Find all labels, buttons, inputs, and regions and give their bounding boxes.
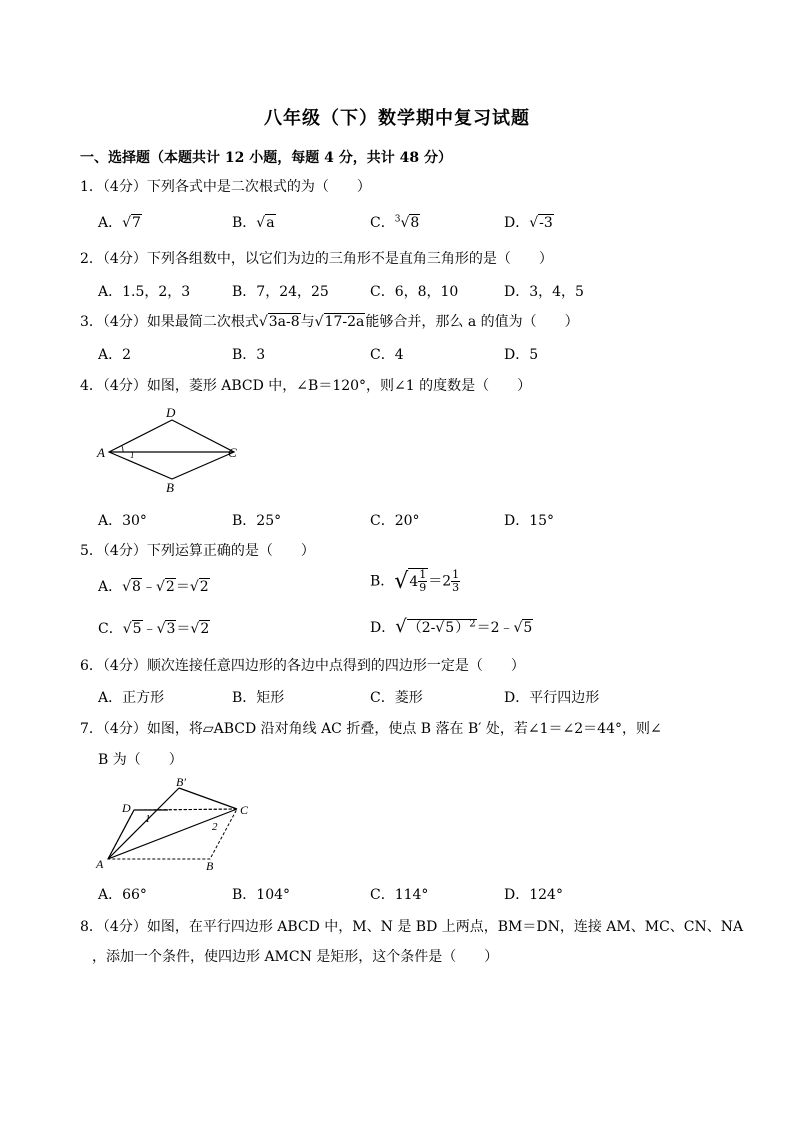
- radical: √8: [400, 215, 420, 231]
- radicand: 3a-8: [268, 314, 300, 330]
- vertex-b-label: B: [166, 480, 174, 494]
- radical: √2: [190, 621, 210, 637]
- angle-1-label: 1: [145, 813, 151, 825]
- option-label: B．: [232, 215, 257, 231]
- vertex-b-prime-label: B′: [176, 775, 186, 789]
- radical: √8: [122, 579, 141, 595]
- question-6-stem: 6．（4分）顺次连接任意四边形的各边中点得到的四边形一定是（ ）: [80, 658, 525, 674]
- stem-text: 能够合并，那么 a 的值为（ ）: [365, 314, 579, 330]
- vertex-b-label: B: [206, 859, 214, 873]
- radicand: 17-2a: [324, 314, 365, 330]
- operator: ＝: [175, 579, 190, 595]
- vertex-a-label: A: [96, 857, 104, 871]
- question-8-stem-line1: 8．（4分）如图，在平行四边形 ABCD 中，M、N 是 BD 上两点，BM＝DN，连接 AM、MC、CN、NA: [80, 919, 744, 935]
- question-3-option-b[interactable]: B．3: [232, 347, 266, 363]
- question-4-option-d[interactable]: D．15°: [504, 513, 555, 529]
- operator: ﹣: [141, 579, 156, 595]
- vertex-d-label: D: [166, 405, 176, 420]
- question-3-option-a[interactable]: A．2: [98, 347, 132, 363]
- radical: √ 4 $\frac{1}{9}$: [394, 568, 427, 594]
- operator: ＝2: [428, 573, 452, 590]
- question-6-option-b[interactable]: B．矩形: [232, 690, 285, 706]
- question-5-stem: 5．（4分）下列运算正确的是（ ）: [80, 543, 315, 559]
- radicand: 7: [132, 215, 141, 231]
- angle-1-arc: [122, 446, 123, 452]
- radical: √-3: [529, 215, 553, 231]
- radical: √a: [256, 215, 275, 231]
- stem-text: 3．（4分）如果最简二次根式: [80, 314, 259, 330]
- exponent: 2: [469, 618, 476, 630]
- angle-1-label: 1: [130, 450, 135, 460]
- question-3-stem: [80, 311, 579, 331]
- question-2-option-d[interactable]: D．3，4，5: [504, 284, 584, 300]
- rhombus-figure: [94, 402, 254, 494]
- radicand: 5: [445, 620, 455, 636]
- vertex-a-label: A: [97, 445, 105, 460]
- inner-text: ）: [455, 620, 470, 636]
- radicand: 3: [166, 621, 176, 637]
- radical: $√(2-√5)^2$: [395, 616, 476, 637]
- option-label: D．: [504, 215, 530, 231]
- radical: √17-2a: [314, 314, 365, 330]
- radicand: 5: [523, 620, 533, 636]
- radical: √3a-8: [258, 314, 300, 330]
- question-2-option-a[interactable]: A．1.5，2，3: [98, 284, 191, 300]
- question-1-option-c[interactable]: [370, 212, 420, 232]
- radicand: 8: [132, 579, 141, 595]
- question-5-option-a[interactable]: [98, 576, 210, 596]
- question-5-option-c[interactable]: [98, 618, 210, 638]
- question-6-option-d[interactable]: D．平行四边形: [504, 690, 600, 706]
- fraction: [451, 569, 460, 594]
- radical: √5: [122, 621, 142, 637]
- segment-ad: [108, 810, 134, 859]
- radicand: 8: [410, 215, 420, 231]
- option-label: C．: [370, 215, 395, 231]
- question-7-option-c[interactable]: C．114°: [370, 887, 429, 903]
- question-5-option-b[interactable]: [370, 568, 460, 594]
- radicand: 2: [200, 621, 210, 637]
- question-1-option-b[interactable]: [232, 212, 276, 232]
- radicand: 2: [165, 579, 175, 595]
- root-index: 3: [394, 214, 401, 225]
- question-4-option-b[interactable]: B．25°: [232, 513, 282, 529]
- question-6-option-c[interactable]: C．菱形: [370, 690, 423, 706]
- question-7-option-d[interactable]: D．124°: [504, 887, 563, 903]
- vertex-d-label: D: [122, 801, 131, 815]
- operator: ＝: [176, 621, 191, 637]
- question-2-option-c[interactable]: C．6，8，10: [370, 284, 459, 300]
- question-5-option-d[interactable]: [370, 616, 533, 637]
- option-label: A．: [98, 215, 123, 231]
- numerator: 1: [419, 568, 427, 581]
- question-2-stem: 2．（4分）下列各组数中，以它们为边的三角形不是直角三角形的是（ ）: [80, 251, 553, 267]
- radical: √7: [122, 215, 141, 231]
- question-1-option-a[interactable]: [98, 212, 142, 232]
- angle-2-label: 2: [212, 821, 218, 833]
- question-8-stem-line2: ，添加一个条件，使四边形 AMCN 是矩形，这个条件是（ ）: [92, 949, 499, 965]
- denominator: 9: [419, 581, 427, 594]
- question-3-option-c[interactable]: C．4: [370, 347, 404, 363]
- operator: ﹣: [142, 621, 157, 637]
- fraction: [418, 569, 427, 594]
- segment-dc-dashed: [154, 809, 237, 810]
- folded-parallelogram-figure: [92, 772, 262, 874]
- question-3-option-d[interactable]: D．5: [504, 347, 539, 363]
- radical: √2: [189, 579, 209, 595]
- inner-text: （2-: [407, 620, 436, 636]
- option-label: B．: [370, 573, 395, 590]
- numerator: 1: [452, 568, 460, 581]
- radical: √5: [435, 620, 455, 636]
- stem-text: 与: [300, 314, 315, 330]
- question-1-stem: 1．（4分）下列各式中是二次根式的为（ ）: [80, 179, 371, 195]
- radical: √3: [156, 621, 176, 637]
- segment-b-prime-c: [179, 788, 237, 809]
- vertex-c-label: C: [228, 445, 237, 460]
- question-7-option-b[interactable]: B．104°: [232, 887, 291, 903]
- page-title: 八年级（下）数学期中复习试题: [264, 108, 530, 129]
- diagonal-ac: [108, 809, 237, 859]
- radical: √2: [155, 579, 175, 595]
- radicand: a: [266, 215, 275, 231]
- question-7-option-a[interactable]: A．66°: [98, 887, 147, 903]
- option-label: A．: [98, 579, 123, 595]
- radicand: 2: [199, 579, 209, 595]
- question-6-option-a[interactable]: A．正方形: [98, 690, 165, 706]
- option-label: C．: [98, 621, 123, 637]
- whole-part: 4: [409, 573, 419, 590]
- radicand: -3: [539, 215, 553, 231]
- question-4-stem: 4．（4分）如图，菱形 ABCD 中，∠B＝120°，则∠1 的度数是（ ）: [80, 378, 532, 394]
- segment-ab-prime: [108, 788, 179, 859]
- question-1-option-d[interactable]: [504, 212, 554, 232]
- section-heading: 一、选择题（本题共计 12 小题，每题 4 分，共计 48 分）: [80, 150, 452, 166]
- vertex-c-label: C: [240, 803, 249, 817]
- question-7-stem-line2: B 为（ ）: [98, 752, 183, 768]
- radicand: 5: [132, 621, 142, 637]
- question-7-stem-line1: 7．（4分）如图，将▱ABCD 沿对角线 AC 折叠，使点 B 落在 B′ 处，若∠1＝∠2＝44°，则∠: [80, 721, 662, 737]
- rhombus-outline: [109, 420, 234, 479]
- option-label: D．: [370, 620, 396, 636]
- question-4-option-c[interactable]: C．20°: [370, 513, 420, 529]
- radical: √5: [513, 620, 533, 636]
- question-2-option-b[interactable]: B．7，24，25: [232, 284, 329, 300]
- operator: ＝2﹣: [476, 620, 514, 636]
- denominator: 3: [452, 581, 460, 594]
- question-4-option-a[interactable]: A．30°: [98, 513, 147, 529]
